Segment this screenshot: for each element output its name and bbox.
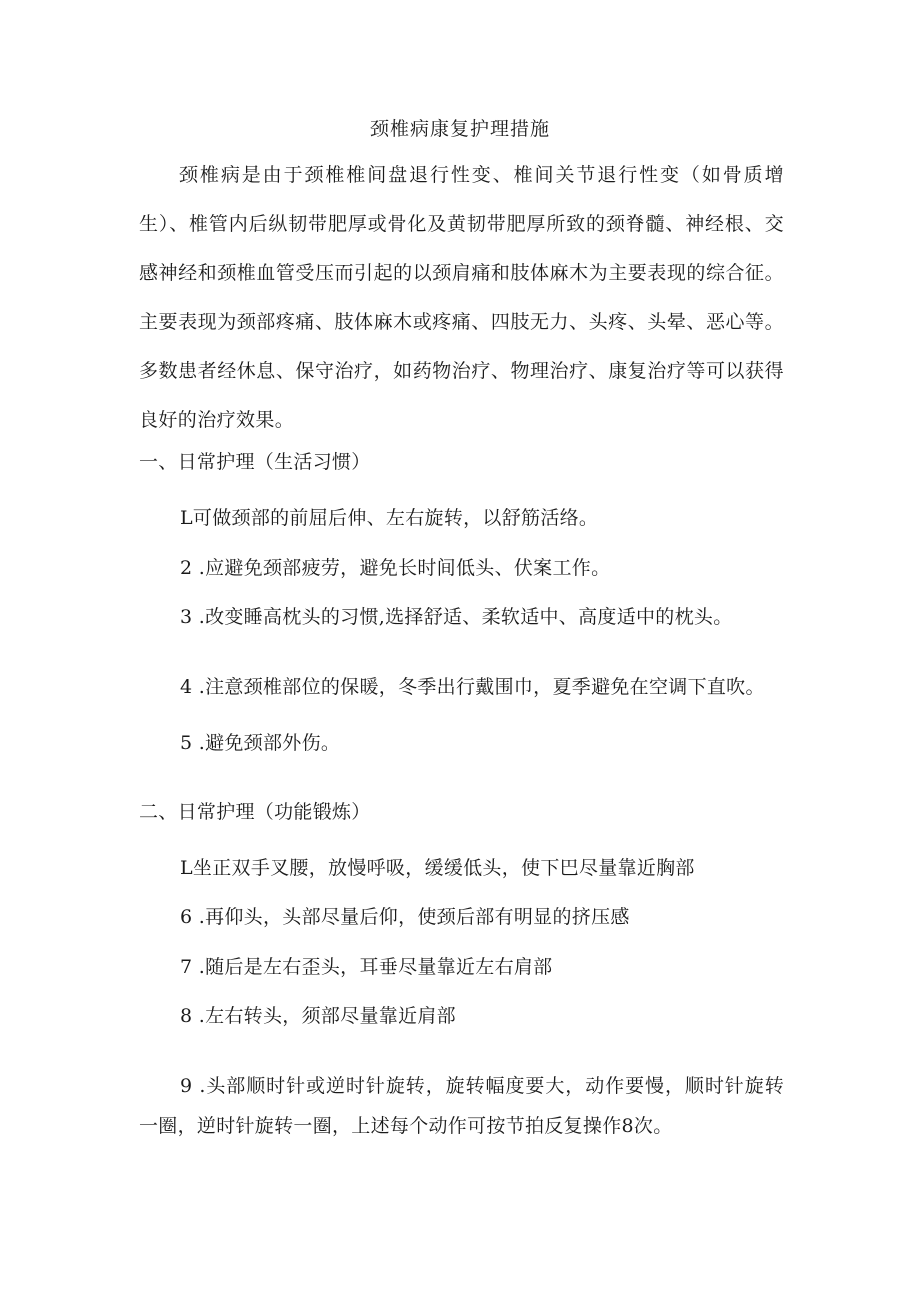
section-1-item-2: 2 .应避免颈部疲劳，避免长时间低头、伏案工作。 [180,557,611,579]
section-1-item-5: 5 .避免颈部外伤。 [180,732,341,754]
section-2-item-3: 7 .随后是左右歪头，耳垂尽量靠近左右肩部 [180,956,553,978]
intro-paragraph: 颈椎病是由于颈椎椎间盘退行性变、椎间关节退行性变（如骨质增生）、椎管内后纵韧带肥厚或骨化及黄韧带肥厚所致的颈脊髓、神经根、交感神经和颈椎血管受压而引起的以颈肩痛和肢体麻木为主要表现的综合征。主要表现为颈部疼痛、肢体麻木或疼痛、四肢无力、头疼、头晕、恶心等。多数患者经休息、保守治疗，如药物治疗、物理治疗、康复治疗等可以获得良好的治疗效果。 [139,164,784,431]
section-2-item-4: 8 .左右转头，须部尽量靠近肩部 [180,1005,456,1027]
section-1-heading: 一、日常护理（生活习惯） [139,451,371,473]
section-1-item-4: 4 .注意颈椎部位的保暖，冬季出行戴围巾，夏季避免在空调下直吹。 [180,676,765,698]
section-2-item-2: 6 .再仰头，头部尽量后仰，使颈后部有明显的挤压感 [180,906,630,928]
section-1-item-3: 3 .改变睡高枕头的习惯,选择舒适、柔软适中、高度适中的枕头。 [180,606,733,628]
document-title: 颈椎病康复护理措施 [369,118,550,140]
section-2-item-5: 9 .头部顺时针或逆时针旋转，旋转幅度要大，动作要慢，顺时针旋转一圈，逆时针旋转一圈，上述每个动作可按节拍反复操作8次。 [139,1075,784,1137]
section-1-item-1: L可做颈部的前屈后伸、左右旋转，以舒筋活络。 [180,507,599,529]
section-2-item-1: L坐正双手叉腰，放慢呼吸，缓缓低头，使下巴尽量靠近胸部 [180,857,695,879]
section-2-heading: 二、日常护理（功能锻炼） [139,801,371,823]
